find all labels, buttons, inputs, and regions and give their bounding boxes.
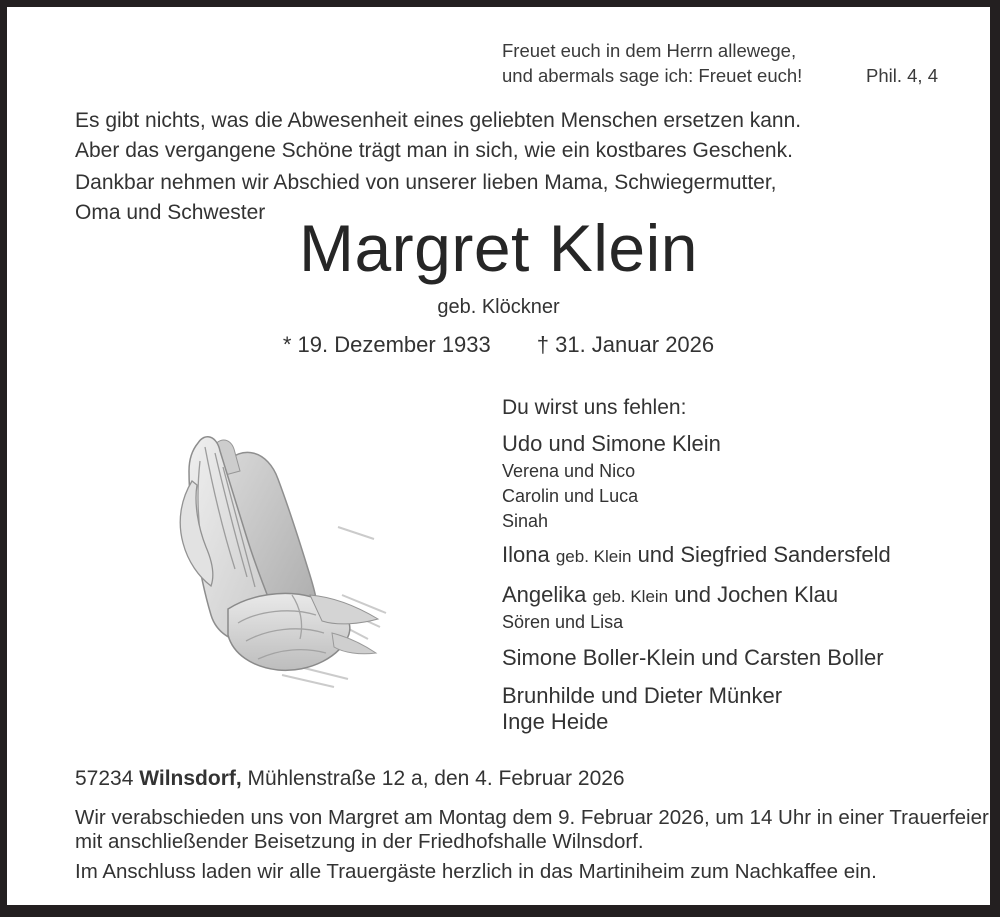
bible-quote-line: Freuet euch in dem Herrn allewege,: [502, 40, 797, 61]
street-and-date: Mühlenstraße 12 a, den 4. Februar 2026: [241, 767, 625, 790]
mourner-name: und Jochen Klau: [668, 582, 839, 607]
mourner-row: Simone Boller-Klein und Carsten Boller: [502, 645, 884, 670]
mourner-row: Brunhilde und Dieter Münker: [502, 683, 783, 708]
bible-quote-text: [502, 38, 802, 88]
mourner-maiden: geb. Klein: [555, 547, 632, 566]
funeral-info-line: Wir verabschieden uns von Margret am Montag dem 9. Februar 2026, um 14 Uhr in einer Trauerfeier: [75, 806, 989, 829]
maiden-name: geb. Klöckner: [437, 296, 560, 318]
deceased-block: [7, 212, 990, 358]
mourner-row: Sören und Lisa: [502, 612, 624, 632]
mourner-name: Ilona: [502, 542, 556, 567]
birth-date: * 19. Dezember 1933: [282, 332, 491, 357]
mourner-name: Angelika: [502, 582, 593, 607]
mourner-row: Udo und Simone Klein: [502, 431, 721, 456]
farewell-statement-line: Dankbar nehmen wir Abschied von unserer lieben Mama, Schwiegermutter,: [75, 171, 777, 194]
death-date: † 31. Januar 2026: [536, 332, 715, 357]
farewell-statement-line: Oma und Schwester: [75, 200, 266, 224]
intro-text: [75, 106, 801, 227]
memorial-saying-line: Es gibt nichts, was die Abwesenheit eines geliebten Menschen ersetzen kann.: [75, 109, 802, 132]
mourner-row: Carolin und Luca: [502, 486, 639, 506]
praying-hands-icon: [142, 427, 398, 695]
mourner-row: [502, 582, 891, 610]
memorial-saying-line: Aber das vergangene Schöne trägt man in sich, wie ein kostbares Geschenk.: [75, 138, 793, 162]
mourners-heading: Du wirst uns fehlen:: [502, 396, 687, 419]
city-name: Wilnsdorf,: [139, 767, 242, 790]
bible-quote: [502, 38, 938, 88]
mourner-row: Verena und Nico: [502, 461, 636, 481]
mourners-section: [502, 395, 891, 735]
mourner-row: Sinah: [502, 511, 549, 531]
address-line: [75, 767, 625, 791]
bible-quote-line: und abermals sage ich: Freuet euch!: [502, 65, 803, 86]
funeral-info: [75, 806, 989, 854]
mourner-maiden: geb. Klein: [592, 587, 669, 606]
reception-info: Im Anschluss laden wir alle Trauergäste herzlich in das Martiniheim zum Nachkaffee ein.: [75, 860, 877, 883]
deceased-name: Margret Klein: [299, 211, 698, 285]
mourner-name: und Siegfried Sandersfeld: [631, 542, 891, 567]
mourner-row: Inge Heide: [502, 709, 609, 734]
postal-code: 57234: [75, 767, 140, 790]
life-dates: [7, 332, 990, 358]
bible-quote-citation: Phil. 4, 4: [866, 65, 938, 86]
praying-hands-image: [142, 427, 398, 695]
funeral-info-line: mit anschließender Beisetzung in der Friedhofshalle Wilnsdorf.: [75, 830, 644, 853]
mourner-row: [502, 542, 891, 570]
memorial-saying: [75, 106, 801, 165]
